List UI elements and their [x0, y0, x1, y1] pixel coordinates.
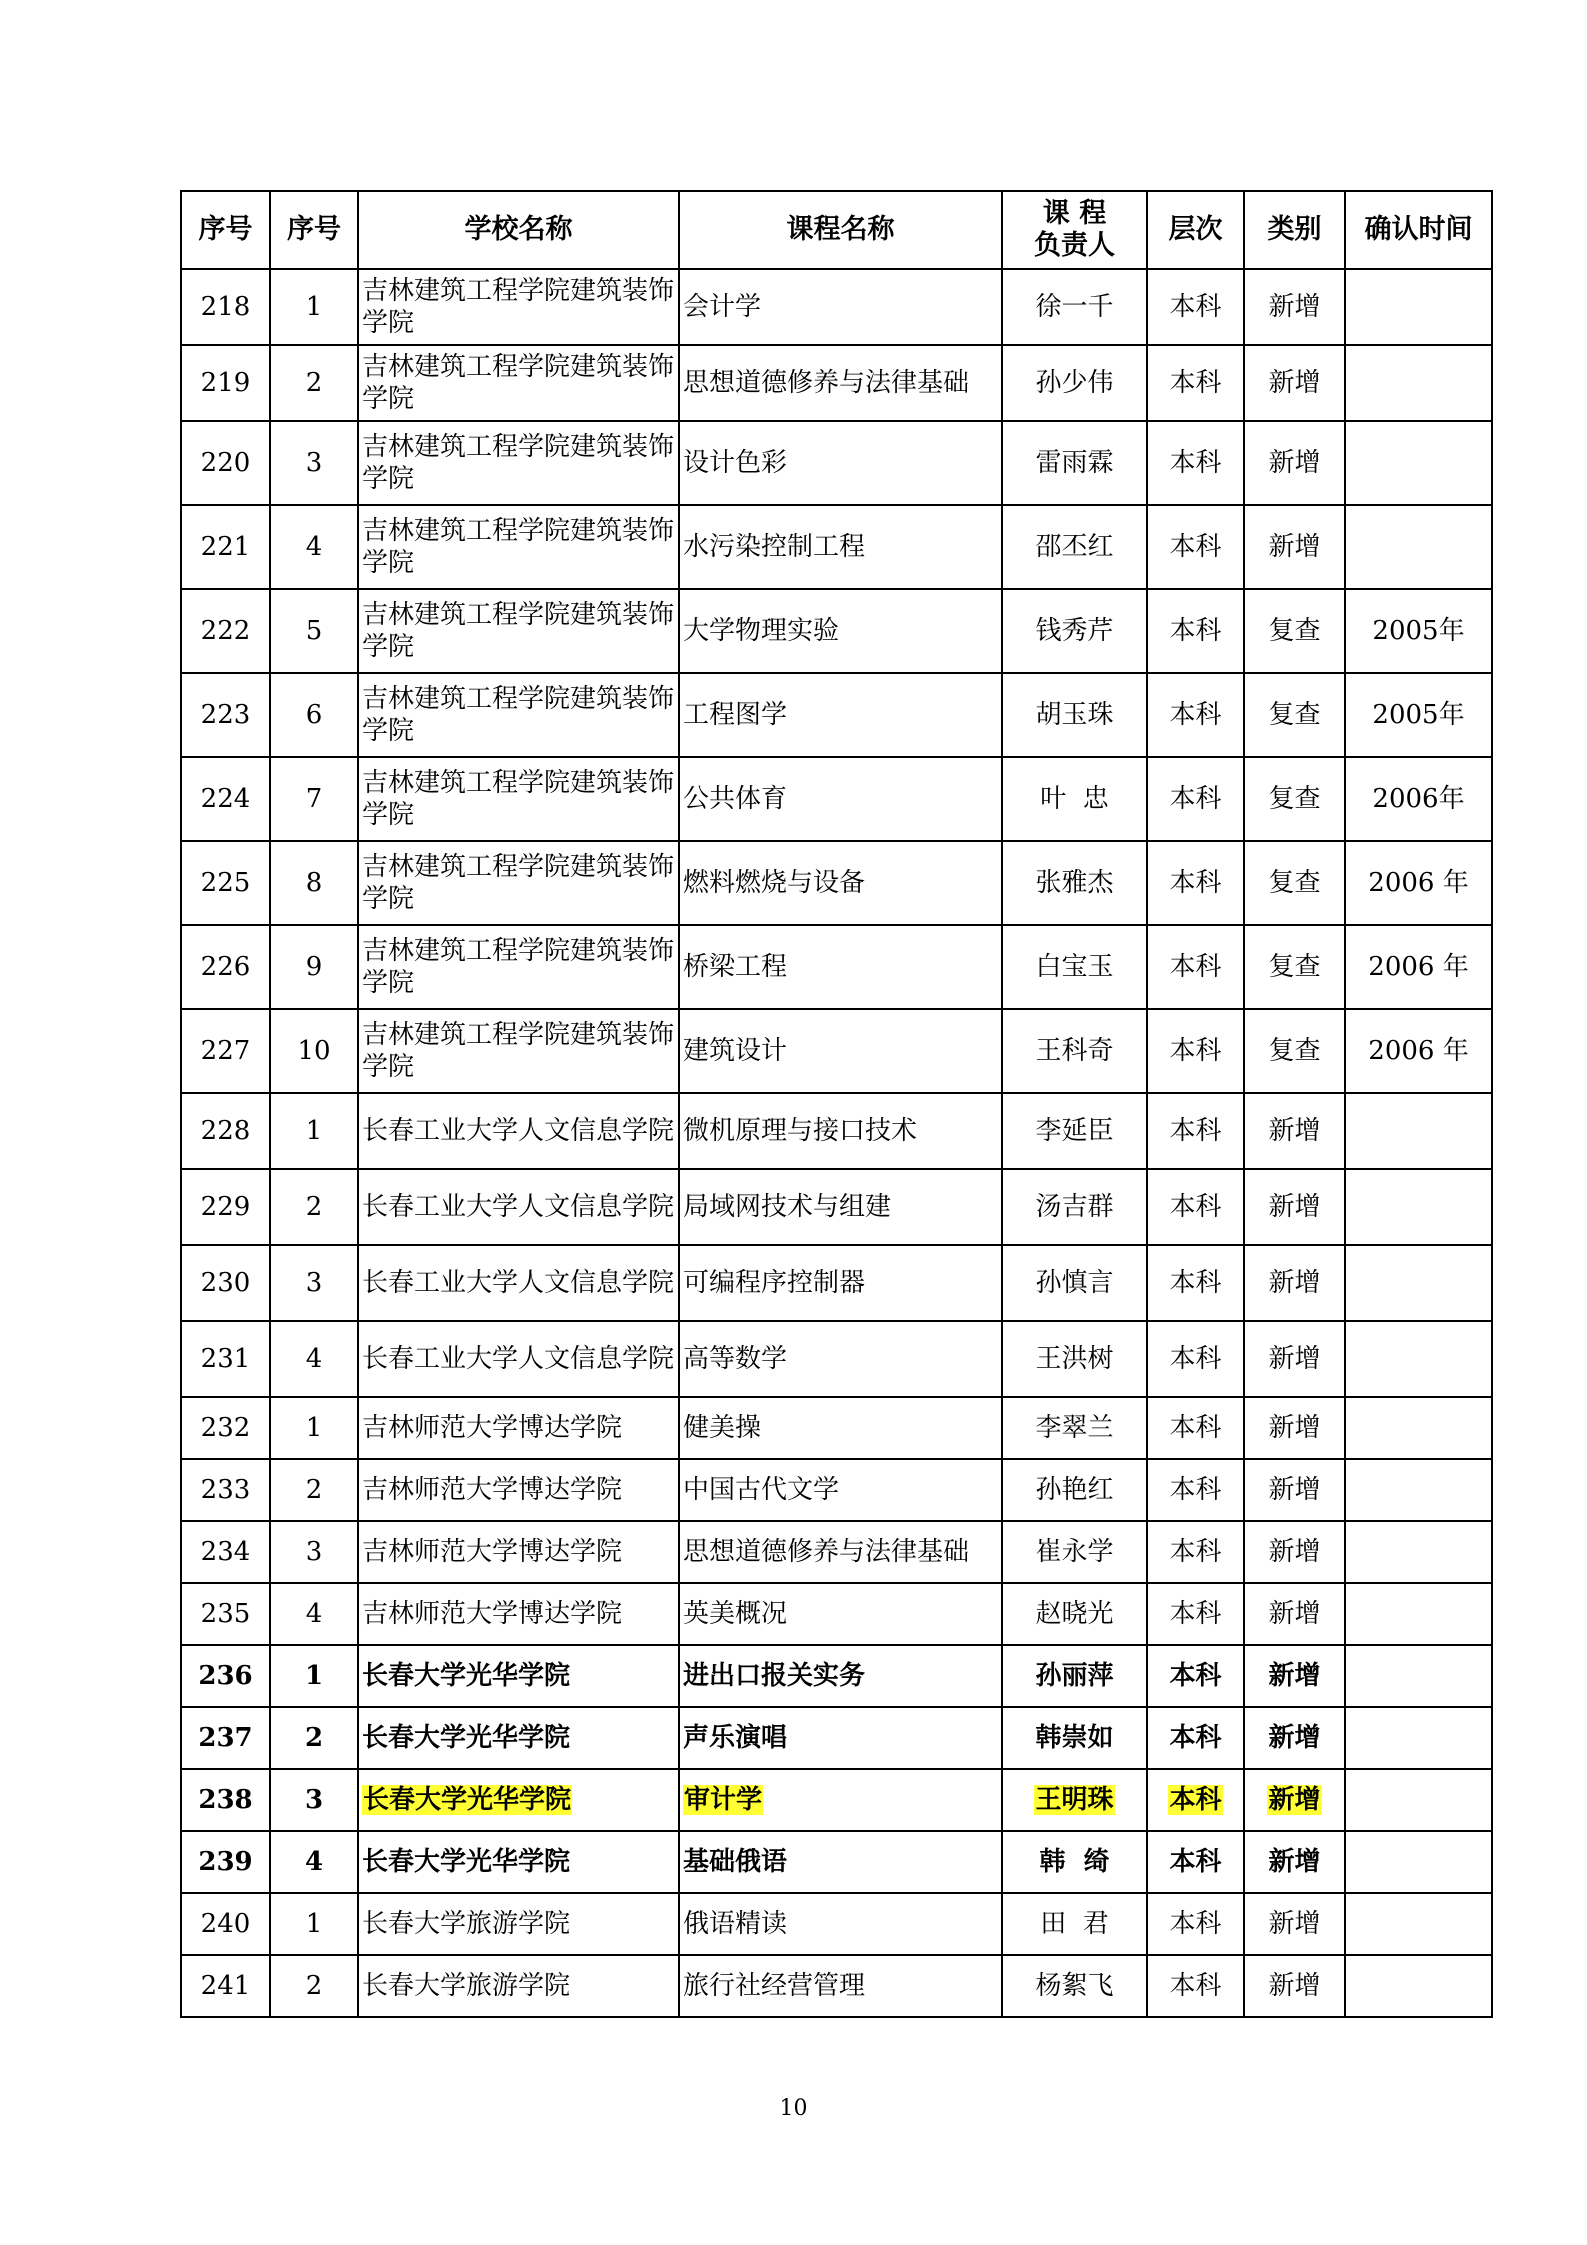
cell-level: 本科 — [1147, 1245, 1244, 1321]
cell-leader: 王洪树 — [1002, 1321, 1147, 1397]
cell-course: 桥梁工程 — [679, 925, 1002, 1009]
cell-level: 本科 — [1147, 1583, 1244, 1645]
cell-sub-no: 4 — [270, 1321, 358, 1397]
cell-level: 本科 — [1147, 1707, 1244, 1769]
cell-type: 新增 — [1244, 1245, 1345, 1321]
cell-school: 吉林建筑工程学院建筑装饰学院 — [358, 673, 679, 757]
cell-leader: 韩崇如 — [1002, 1707, 1147, 1769]
cell-leader: 胡玉珠 — [1002, 673, 1147, 757]
col-header-course: 课程名称 — [679, 191, 1002, 269]
cell-course: 建筑设计 — [679, 1009, 1002, 1093]
cell-time: 2005年 — [1345, 589, 1492, 673]
cell-level: 本科 — [1147, 757, 1244, 841]
table-row — [181, 589, 1492, 673]
table-row — [181, 345, 1492, 421]
cell-school: 吉林师范大学博达学院 — [358, 1459, 679, 1521]
cell-course: 俄语精读 — [679, 1893, 1002, 1955]
cell-no: 225 — [181, 841, 270, 925]
cell-type: 新增 — [1244, 1707, 1345, 1769]
cell-level: 本科 — [1147, 421, 1244, 505]
cell-level: 本科 — [1147, 925, 1244, 1009]
cell-no: 232 — [181, 1397, 270, 1459]
cell-school: 长春工业大学人文信息学院 — [358, 1245, 679, 1321]
cell-school: 长春大学光华学院 — [358, 1645, 679, 1707]
cell-time — [1345, 1893, 1492, 1955]
cell-no: 228 — [181, 1093, 270, 1169]
cell-type: 新增 — [1244, 1397, 1345, 1459]
cell-course: 公共体育 — [679, 757, 1002, 841]
cell-course: 声乐演唱 — [679, 1707, 1002, 1769]
cell-leader: 徐一千 — [1002, 269, 1147, 345]
cell-time — [1345, 269, 1492, 345]
cell-course: 局域网技术与组建 — [679, 1169, 1002, 1245]
cell-no: 219 — [181, 345, 270, 421]
cell-time: 2006 年 — [1345, 1009, 1492, 1093]
cell-level: 本科 — [1147, 1521, 1244, 1583]
cell-no: 238 — [181, 1769, 270, 1831]
cell-no: 221 — [181, 505, 270, 589]
cell-type: 新增 — [1244, 1893, 1345, 1955]
cell-sub-no: 7 — [270, 757, 358, 841]
cell-no: 218 — [181, 269, 270, 345]
cell-school: 吉林师范大学博达学院 — [358, 1583, 679, 1645]
cell-course: 旅行社经营管理 — [679, 1955, 1002, 2017]
cell-course: 健美操 — [679, 1397, 1002, 1459]
table-row — [181, 1645, 1492, 1707]
cell-sub-no: 3 — [270, 1521, 358, 1583]
table-row — [181, 1521, 1492, 1583]
cell-time — [1345, 1245, 1492, 1321]
cell-level: 本科 — [1147, 1645, 1244, 1707]
cell-no: 229 — [181, 1169, 270, 1245]
table-row — [181, 1397, 1492, 1459]
cell-level: 本科 — [1147, 673, 1244, 757]
cell-type: 新增 — [1244, 1093, 1345, 1169]
table-row — [181, 1955, 1492, 2017]
cell-type: 复查 — [1244, 757, 1345, 841]
cell-sub-no: 1 — [270, 1397, 358, 1459]
cell-leader: 赵晓光 — [1002, 1583, 1147, 1645]
cell-sub-no: 3 — [270, 1245, 358, 1321]
cell-time — [1345, 1583, 1492, 1645]
cell-school: 吉林师范大学博达学院 — [358, 1521, 679, 1583]
cell-type: 新增 — [1244, 1955, 1345, 2017]
table-row — [181, 757, 1492, 841]
cell-type: 新增 — [1244, 505, 1345, 589]
cell-time — [1345, 1769, 1492, 1831]
table-row — [181, 1707, 1492, 1769]
cell-type: 复查 — [1244, 925, 1345, 1009]
highlighted-text: 审计学 — [684, 1784, 763, 1815]
cell-leader: 张雅杰 — [1002, 841, 1147, 925]
cell-school: 长春工业大学人文信息学院 — [358, 1169, 679, 1245]
cell-course: 工程图学 — [679, 673, 1002, 757]
cell-sub-no: 4 — [270, 1831, 358, 1893]
table-row — [181, 1009, 1492, 1093]
table-row — [181, 1245, 1492, 1321]
cell-sub-no: 3 — [270, 421, 358, 505]
cell-no: 235 — [181, 1583, 270, 1645]
cell-time — [1345, 1645, 1492, 1707]
cell-level: 本科 — [1147, 1955, 1244, 2017]
cell-type: 复查 — [1244, 1009, 1345, 1093]
cell-time: 2005年 — [1345, 673, 1492, 757]
cell-no: 237 — [181, 1707, 270, 1769]
cell-course: 思想道德修养与法律基础 — [679, 1521, 1002, 1583]
table-row — [181, 1831, 1492, 1893]
cell-course: 会计学 — [679, 269, 1002, 345]
cell-school: 长春大学光华学院 — [358, 1707, 679, 1769]
cell-leader: 孙丽萍 — [1002, 1645, 1147, 1707]
course-table — [180, 190, 1493, 2018]
cell-school: 吉林建筑工程学院建筑装饰学院 — [358, 421, 679, 505]
table-row — [181, 1093, 1492, 1169]
cell-time — [1345, 1397, 1492, 1459]
cell-course: 微机原理与接口技术 — [679, 1093, 1002, 1169]
cell-no: 231 — [181, 1321, 270, 1397]
cell-sub-no: 2 — [270, 1707, 358, 1769]
cell-school: 吉林建筑工程学院建筑装饰学院 — [358, 841, 679, 925]
cell-time: 2006年 — [1345, 757, 1492, 841]
cell-time — [1345, 345, 1492, 421]
cell-no: 234 — [181, 1521, 270, 1583]
cell-leader: 孙少伟 — [1002, 345, 1147, 421]
cell-time: 2006 年 — [1345, 841, 1492, 925]
cell-sub-no: 3 — [270, 1769, 358, 1831]
cell-school: 吉林师范大学博达学院 — [358, 1397, 679, 1459]
cell-no: 223 — [181, 673, 270, 757]
cell-sub-no: 4 — [270, 505, 358, 589]
cell-type: 复查 — [1244, 589, 1345, 673]
cell-school: 长春大学光华学院 — [358, 1831, 679, 1893]
cell-school: 长春工业大学人文信息学院 — [358, 1093, 679, 1169]
cell-type: 新增 — [1244, 1583, 1345, 1645]
cell-time — [1345, 1831, 1492, 1893]
cell-level: 本科 — [1147, 345, 1244, 421]
table-row — [181, 1769, 1492, 1831]
col-header-school: 学校名称 — [358, 191, 679, 269]
cell-no: 240 — [181, 1893, 270, 1955]
cell-school: 吉林建筑工程学院建筑装饰学院 — [358, 757, 679, 841]
cell-sub-no: 6 — [270, 673, 358, 757]
cell-level — [1147, 1769, 1244, 1831]
cell-sub-no: 4 — [270, 1583, 358, 1645]
cell-time — [1345, 505, 1492, 589]
cell-level: 本科 — [1147, 1831, 1244, 1893]
col-header-leader: 课 程 负责人 — [1002, 191, 1147, 269]
cell-leader: 田 君 — [1002, 1893, 1147, 1955]
highlighted-text: 新增 — [1268, 1784, 1321, 1815]
col-header-type: 类别 — [1244, 191, 1345, 269]
col-header-level: 层次 — [1147, 191, 1244, 269]
cell-no: 233 — [181, 1459, 270, 1521]
cell-leader: 雷雨霖 — [1002, 421, 1147, 505]
table-row — [181, 925, 1492, 1009]
table-row — [181, 1321, 1492, 1397]
cell-time — [1345, 1707, 1492, 1769]
cell-level: 本科 — [1147, 505, 1244, 589]
cell-level: 本科 — [1147, 1397, 1244, 1459]
cell-course: 燃料燃烧与设备 — [679, 841, 1002, 925]
cell-sub-no: 1 — [270, 1893, 358, 1955]
cell-sub-no: 9 — [270, 925, 358, 1009]
cell-type: 新增 — [1244, 1521, 1345, 1583]
highlighted-text: 本科 — [1169, 1784, 1222, 1815]
cell-no: 239 — [181, 1831, 270, 1893]
cell-type: 新增 — [1244, 421, 1345, 505]
cell-sub-no: 2 — [270, 1169, 358, 1245]
table-row — [181, 505, 1492, 589]
cell-leader: 韩 绮 — [1002, 1831, 1147, 1893]
cell-time — [1345, 1955, 1492, 2017]
header-row — [181, 191, 1492, 269]
cell-type — [1244, 1769, 1345, 1831]
cell-time — [1345, 1459, 1492, 1521]
cell-course: 高等数学 — [679, 1321, 1002, 1397]
cell-course — [679, 1769, 1002, 1831]
cell-sub-no: 8 — [270, 841, 358, 925]
cell-level: 本科 — [1147, 1321, 1244, 1397]
cell-leader: 李延臣 — [1002, 1093, 1147, 1169]
cell-no: 241 — [181, 1955, 270, 2017]
cell-leader — [1002, 1769, 1147, 1831]
cell-no: 226 — [181, 925, 270, 1009]
cell-school — [358, 1769, 679, 1831]
cell-sub-no: 2 — [270, 1955, 358, 2017]
cell-leader: 孙慎言 — [1002, 1245, 1147, 1321]
cell-school: 吉林建筑工程学院建筑装饰学院 — [358, 505, 679, 589]
cell-school: 吉林建筑工程学院建筑装饰学院 — [358, 925, 679, 1009]
cell-leader: 杨絮飞 — [1002, 1955, 1147, 2017]
cell-school: 长春大学旅游学院 — [358, 1955, 679, 2017]
cell-sub-no: 1 — [270, 1093, 358, 1169]
cell-course: 进出口报关实务 — [679, 1645, 1002, 1707]
cell-no: 220 — [181, 421, 270, 505]
cell-time — [1345, 1093, 1492, 1169]
cell-course: 基础俄语 — [679, 1831, 1002, 1893]
cell-sub-no: 1 — [270, 1645, 358, 1707]
cell-level: 本科 — [1147, 1169, 1244, 1245]
cell-level: 本科 — [1147, 1009, 1244, 1093]
cell-sub-no: 2 — [270, 1459, 358, 1521]
cell-time — [1345, 1521, 1492, 1583]
cell-sub-no: 10 — [270, 1009, 358, 1093]
cell-time: 2006 年 — [1345, 925, 1492, 1009]
cell-course: 设计色彩 — [679, 421, 1002, 505]
cell-no: 230 — [181, 1245, 270, 1321]
cell-sub-no: 1 — [270, 269, 358, 345]
cell-course: 思想道德修养与法律基础 — [679, 345, 1002, 421]
cell-level: 本科 — [1147, 1459, 1244, 1521]
cell-type: 新增 — [1244, 1321, 1345, 1397]
col-header-no: 序号 — [181, 191, 270, 269]
cell-leader: 汤吉群 — [1002, 1169, 1147, 1245]
cell-school: 吉林建筑工程学院建筑装饰学院 — [358, 589, 679, 673]
col-header-sub-no: 序号 — [270, 191, 358, 269]
cell-type: 新增 — [1244, 1831, 1345, 1893]
cell-leader: 白宝玉 — [1002, 925, 1147, 1009]
col-header-time: 确认时间 — [1345, 191, 1492, 269]
cell-no: 227 — [181, 1009, 270, 1093]
cell-school: 吉林建筑工程学院建筑装饰学院 — [358, 345, 679, 421]
cell-level: 本科 — [1147, 841, 1244, 925]
cell-school: 长春大学旅游学院 — [358, 1893, 679, 1955]
highlighted-text: 长春大学光华学院 — [363, 1784, 572, 1815]
cell-school: 吉林建筑工程学院建筑装饰学院 — [358, 1009, 679, 1093]
cell-leader: 崔永学 — [1002, 1521, 1147, 1583]
cell-leader: 钱秀芹 — [1002, 589, 1147, 673]
cell-level: 本科 — [1147, 589, 1244, 673]
table-row — [181, 1169, 1492, 1245]
cell-type: 新增 — [1244, 1645, 1345, 1707]
page-number: 10 — [779, 2096, 808, 2121]
cell-leader: 王科奇 — [1002, 1009, 1147, 1093]
cell-course: 可编程序控制器 — [679, 1245, 1002, 1321]
cell-level: 本科 — [1147, 269, 1244, 345]
cell-course: 大学物理实验 — [679, 589, 1002, 673]
cell-course: 水污染控制工程 — [679, 505, 1002, 589]
cell-sub-no: 5 — [270, 589, 358, 673]
cell-type: 新增 — [1244, 269, 1345, 345]
cell-level: 本科 — [1147, 1093, 1244, 1169]
cell-leader: 叶 忠 — [1002, 757, 1147, 841]
cell-type: 复查 — [1244, 673, 1345, 757]
table-row — [181, 1583, 1492, 1645]
cell-school: 长春工业大学人文信息学院 — [358, 1321, 679, 1397]
table-row — [181, 673, 1492, 757]
cell-time — [1345, 1321, 1492, 1397]
cell-no: 222 — [181, 589, 270, 673]
cell-no: 224 — [181, 757, 270, 841]
table-row — [181, 421, 1492, 505]
cell-course: 中国古代文学 — [679, 1459, 1002, 1521]
cell-type: 新增 — [1244, 1459, 1345, 1521]
table-row — [181, 841, 1492, 925]
cell-time — [1345, 1169, 1492, 1245]
table-row — [181, 269, 1492, 345]
cell-leader: 邵丕红 — [1002, 505, 1147, 589]
cell-no: 236 — [181, 1645, 270, 1707]
cell-type: 复查 — [1244, 841, 1345, 925]
table-row — [181, 1459, 1492, 1521]
highlighted-text: 王明珠 — [1035, 1784, 1114, 1815]
cell-type: 新增 — [1244, 345, 1345, 421]
cell-leader: 孙艳红 — [1002, 1459, 1147, 1521]
cell-course: 英美概况 — [679, 1583, 1002, 1645]
table-body — [181, 269, 1492, 2017]
cell-school: 吉林建筑工程学院建筑装饰学院 — [358, 269, 679, 345]
cell-level: 本科 — [1147, 1893, 1244, 1955]
cell-leader: 李翠兰 — [1002, 1397, 1147, 1459]
cell-sub-no: 2 — [270, 345, 358, 421]
cell-time — [1345, 421, 1492, 505]
cell-type: 新增 — [1244, 1169, 1345, 1245]
table-row — [181, 1893, 1492, 1955]
